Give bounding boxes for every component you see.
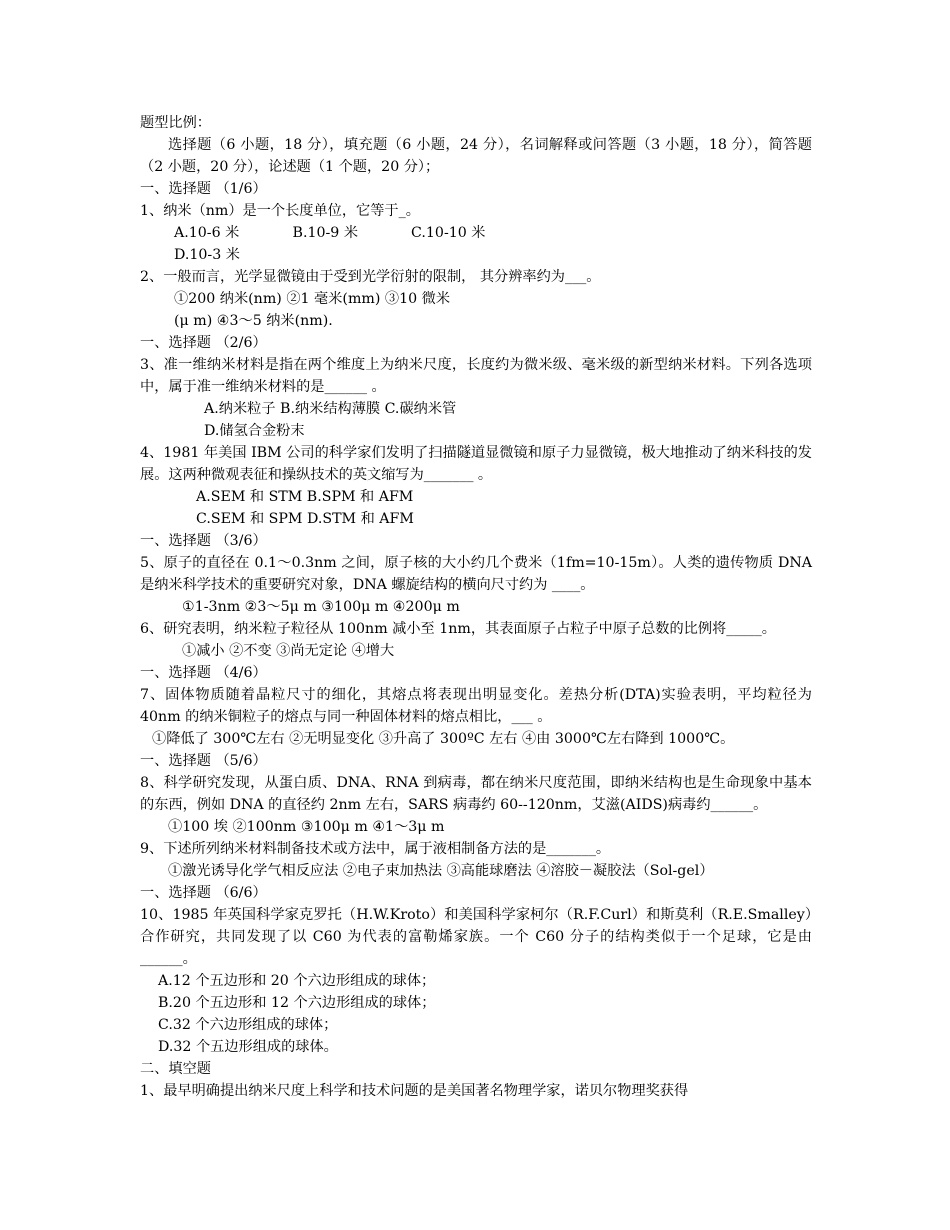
question-10: 10、1985 年英国科学家克罗托（H.W.Kroto）和美国科学家柯尔（R.F.Curl）和斯莫利（R.E.Smalley）合作研究，共同发现了以 C60 为代表的富勒烯家族。一个 C60 分子的结构类似于一个足球，它是由______。 <box>140 907 812 967</box>
section-heading: 二、填空题 <box>140 1061 211 1077</box>
question-8-options: ①100 埃 ②100nm ③100μ m ④1～3μ m <box>168 819 445 835</box>
section-heading: 一、选择题 （6/6） <box>140 885 267 901</box>
question-7-options: ①降低了 300℃左右 ②无明显变化 ③升高了 300ºC 左右 ④由 3000℃左右降到 1000℃。 <box>152 731 735 747</box>
question-1-options <box>140 222 812 244</box>
fill-question-1: 1、最早明确提出纳米尺度上科学和技术问题的是美国著名物理学家，诺贝尔物理奖获得 <box>140 1083 689 1099</box>
option-b: B.20 个五边形和 12 个六边形组成的球体； <box>158 995 436 1011</box>
question-6: 6、研究表明，纳米粒子粒径从 100nm 减小至 1nm，其表面原子占粒子中原子总数的比例将_____。 <box>140 621 776 637</box>
question-5: 5、原子的直径在 0.1～0.3nm 之间，原子核的大小约几个费米（1fm=10-15m）。人类的遗传物质 DNA 是纳米科学技术的重要研究对象，DNA 螺旋结构的横向尺寸约为 ____。 <box>140 555 812 593</box>
option-c: C.32 个六边形组成的球体； <box>158 1017 338 1033</box>
question-2: 2、一般而言，光学显微镜由于受到光学衍射的限制， 其分辨率约为___。 <box>140 269 601 285</box>
question-3-options-cont: D.储氢合金粉末 <box>204 423 305 439</box>
question-9-options: ①激光诱导化学气相反应法 ②电子束加热法 ③高能球磨法 ④溶胶－凝胶法（Sol-gel） <box>168 863 714 879</box>
option-a: A.12 个五边形和 20 个六边形组成的球体； <box>158 973 436 989</box>
question-3: 3、准一维纳米材料是指在两个维度上为纳米尺度，长度约为微米级、毫米级的新型纳米材料。下列各选项中，属于准一维纳米材料的是______ 。 <box>140 357 812 395</box>
section-heading: 一、选择题 （1/6） <box>140 181 267 197</box>
question-8: 8、科学研究发现，从蛋白质、DNA、RNA 到病毒，都在纳米尺度范围，即纳米结构也是生命现象中基本的东西，例如 DNA 的直径约 2nm 左右，SARS 病毒约 60--120nm，艾滋(AIDS)病毒约______。 <box>140 775 812 813</box>
section-heading: 一、选择题 （5/6） <box>140 753 267 769</box>
document-page <box>140 112 812 1102</box>
question-4-options-cont: C.SEM 和 SPM D.STM 和 AFM <box>196 511 414 527</box>
question-9: 9、下述所列纳米材料制备技术或方法中，属于液相制备方法的是_______。 <box>140 841 611 857</box>
header-text: 题型比例： <box>140 115 211 131</box>
option-a: A.10-6 米 <box>174 225 240 241</box>
option-b: B.10-9 米 <box>292 225 359 241</box>
question-2-options: ①200 纳米(nm) ②1 毫米(mm) ③10 微米 <box>174 291 451 307</box>
section-heading: 一、选择题 （4/6） <box>140 665 267 681</box>
question-6-options: ①减小 ②不变 ③尚无定论 ④增大 <box>182 643 395 659</box>
question-1: 1、纳米（nm）是一个长度单位，它等于_。 <box>140 203 420 219</box>
option-c: C.10-10 米 <box>411 225 486 241</box>
question-5-options: ①1-3nm ②3～5μ m ③100μ m ④200μ m <box>182 599 460 615</box>
option-d: D.32 个五边形组成的球体。 <box>158 1039 338 1055</box>
question-3-options: A.纳米粒子 B.纳米结构薄膜 C.碳纳米管 <box>204 401 457 417</box>
option-d: D.10-3 米 <box>174 247 240 263</box>
question-7: 7、固体物质随着晶粒尺寸的细化，其熔点将表现出明显变化。差热分析(DTA)实验表明，平均粒径为 40nm 的纳米铜粒子的熔点与同一种固体材料的熔点相比，___ 。 <box>140 687 812 725</box>
question-4: 4、1981 年美国 IBM 公司的科学家们发明了扫描隧道显微镜和原子力显微镜，极大地推动了纳米科技的发展。这两种微观表征和操纵技术的英文缩写为_______ 。 <box>140 445 812 483</box>
question-2-options-cont: (μ m) ④3～5 纳米(nm). <box>174 313 333 329</box>
section-heading: 一、选择题 （2/6） <box>140 335 267 351</box>
section-heading: 一、选择题 （3/6） <box>140 533 267 549</box>
intro-paragraph: 选择题（6 小题，18 分），填充题（6 小题，24 分），名词解释或问答题（3 小题，18 分），简答题（2 小题，20 分），论述题（1 个题，20 分）； <box>140 137 812 175</box>
question-4-options: A.SEM 和 STM B.SPM 和 AFM <box>196 489 414 505</box>
